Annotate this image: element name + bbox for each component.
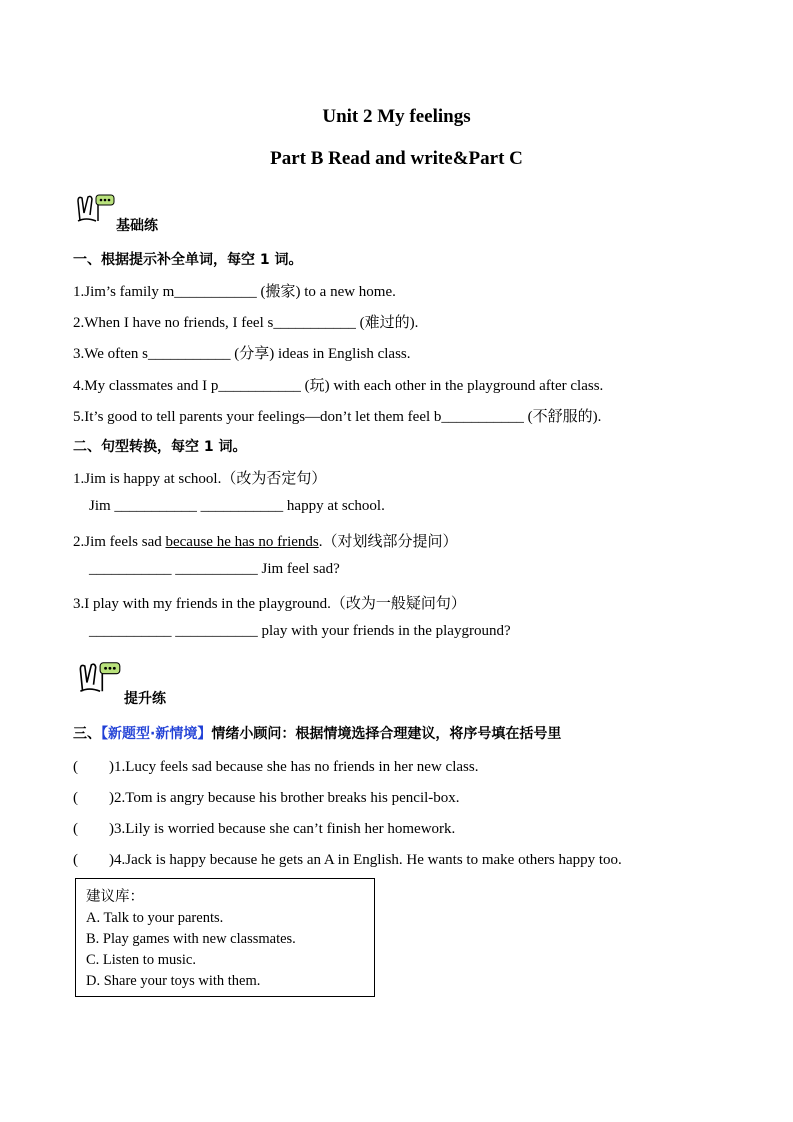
- section2-question-2: [73, 530, 458, 551]
- section3-item-2: [73, 790, 460, 807]
- item-text: )2.Tom is angry because his brother breaks his pencil-box.: [109, 790, 460, 806]
- suggestion-box-title: 建议库：: [86, 889, 144, 905]
- section1-item-2: 2.When I have no friends, I feel s___________ (难过的).: [73, 315, 419, 331]
- section3-heading: [73, 723, 561, 743]
- advanced-practice-label: 提升练: [124, 691, 166, 707]
- answer-paren[interactable]: (: [73, 821, 78, 837]
- item-text: )4.Jack is happy because he gets an A in English. He wants to make others happy too.: [109, 852, 622, 868]
- suggestion-option-c: C. Listen to music.: [86, 952, 196, 968]
- section3-item-4: [73, 852, 622, 869]
- suggestion-option-a: A. Talk to your parents.: [86, 910, 224, 926]
- answer-paren[interactable]: (: [73, 759, 78, 775]
- section2-question-3: 3.I play with my friends in the playground.（改为一般疑问句）: [73, 596, 466, 612]
- suggestion-option-b: B. Play games with new classmates.: [86, 931, 296, 947]
- suggestion-box: [75, 878, 375, 997]
- answer-paren[interactable]: (: [73, 852, 78, 868]
- section3-number: 三、: [73, 726, 101, 742]
- section1-item-4: 4.My classmates and I p___________ (玩) with each other in the playground after class.: [73, 378, 604, 394]
- section2-answer-1: Jim ___________ ___________ happy at school.: [89, 498, 385, 514]
- section3-item-1: [73, 759, 478, 776]
- q2-underlined-text: because he has no friends: [165, 534, 319, 550]
- section2-answer-3: ___________ ___________ play with your friends in the playground?: [89, 623, 511, 639]
- page-title: Unit 2 My feelings: [322, 106, 471, 127]
- section1-item-1: 1.Jim’s family m___________ (搬家) to a new home.: [73, 284, 396, 300]
- suggestion-option-d: D. Share your toys with them.: [86, 973, 261, 989]
- section3-item-3: [73, 821, 455, 838]
- basic-practice-label: 基础练: [116, 218, 158, 234]
- answer-paren[interactable]: (: [73, 790, 78, 806]
- section2-heading: 二、句型转换，每空 1 词。: [73, 439, 247, 455]
- page-subtitle: Part B Read and write&Part C: [270, 148, 523, 169]
- rabbit-icon: [76, 659, 122, 695]
- section2-question-1: 1.Jim is happy at school.（改为否定句）: [73, 471, 327, 487]
- rabbit-icon: [74, 193, 116, 223]
- q2-instruction: .（对划线部分提问）: [318, 534, 458, 550]
- section3-instruction: 情绪小顾问：根据情境选择合理建议，将序号填在括号里: [211, 726, 562, 742]
- q2-text: 2.Jim feels sad: [73, 534, 166, 550]
- section2-answer-2: ___________ ___________ Jim feel sad?: [89, 561, 340, 577]
- item-text: )1.Lucy feels sad because she has no friends in her new class.: [109, 759, 479, 775]
- item-text: )3.Lily is worried because she can’t finish her homework.: [109, 821, 456, 837]
- section1-item-3: 3.We often s___________ (分享) ideas in English class.: [73, 346, 411, 362]
- section1-item-5: 5.It’s good to tell parents your feelings—don’t let them feel b___________ (不舒服的).: [73, 409, 602, 425]
- section3-tag: 【新题型·新情境】: [101, 726, 212, 742]
- section1-heading: 一、根据提示补全单词，每空 1 词。: [73, 252, 303, 268]
